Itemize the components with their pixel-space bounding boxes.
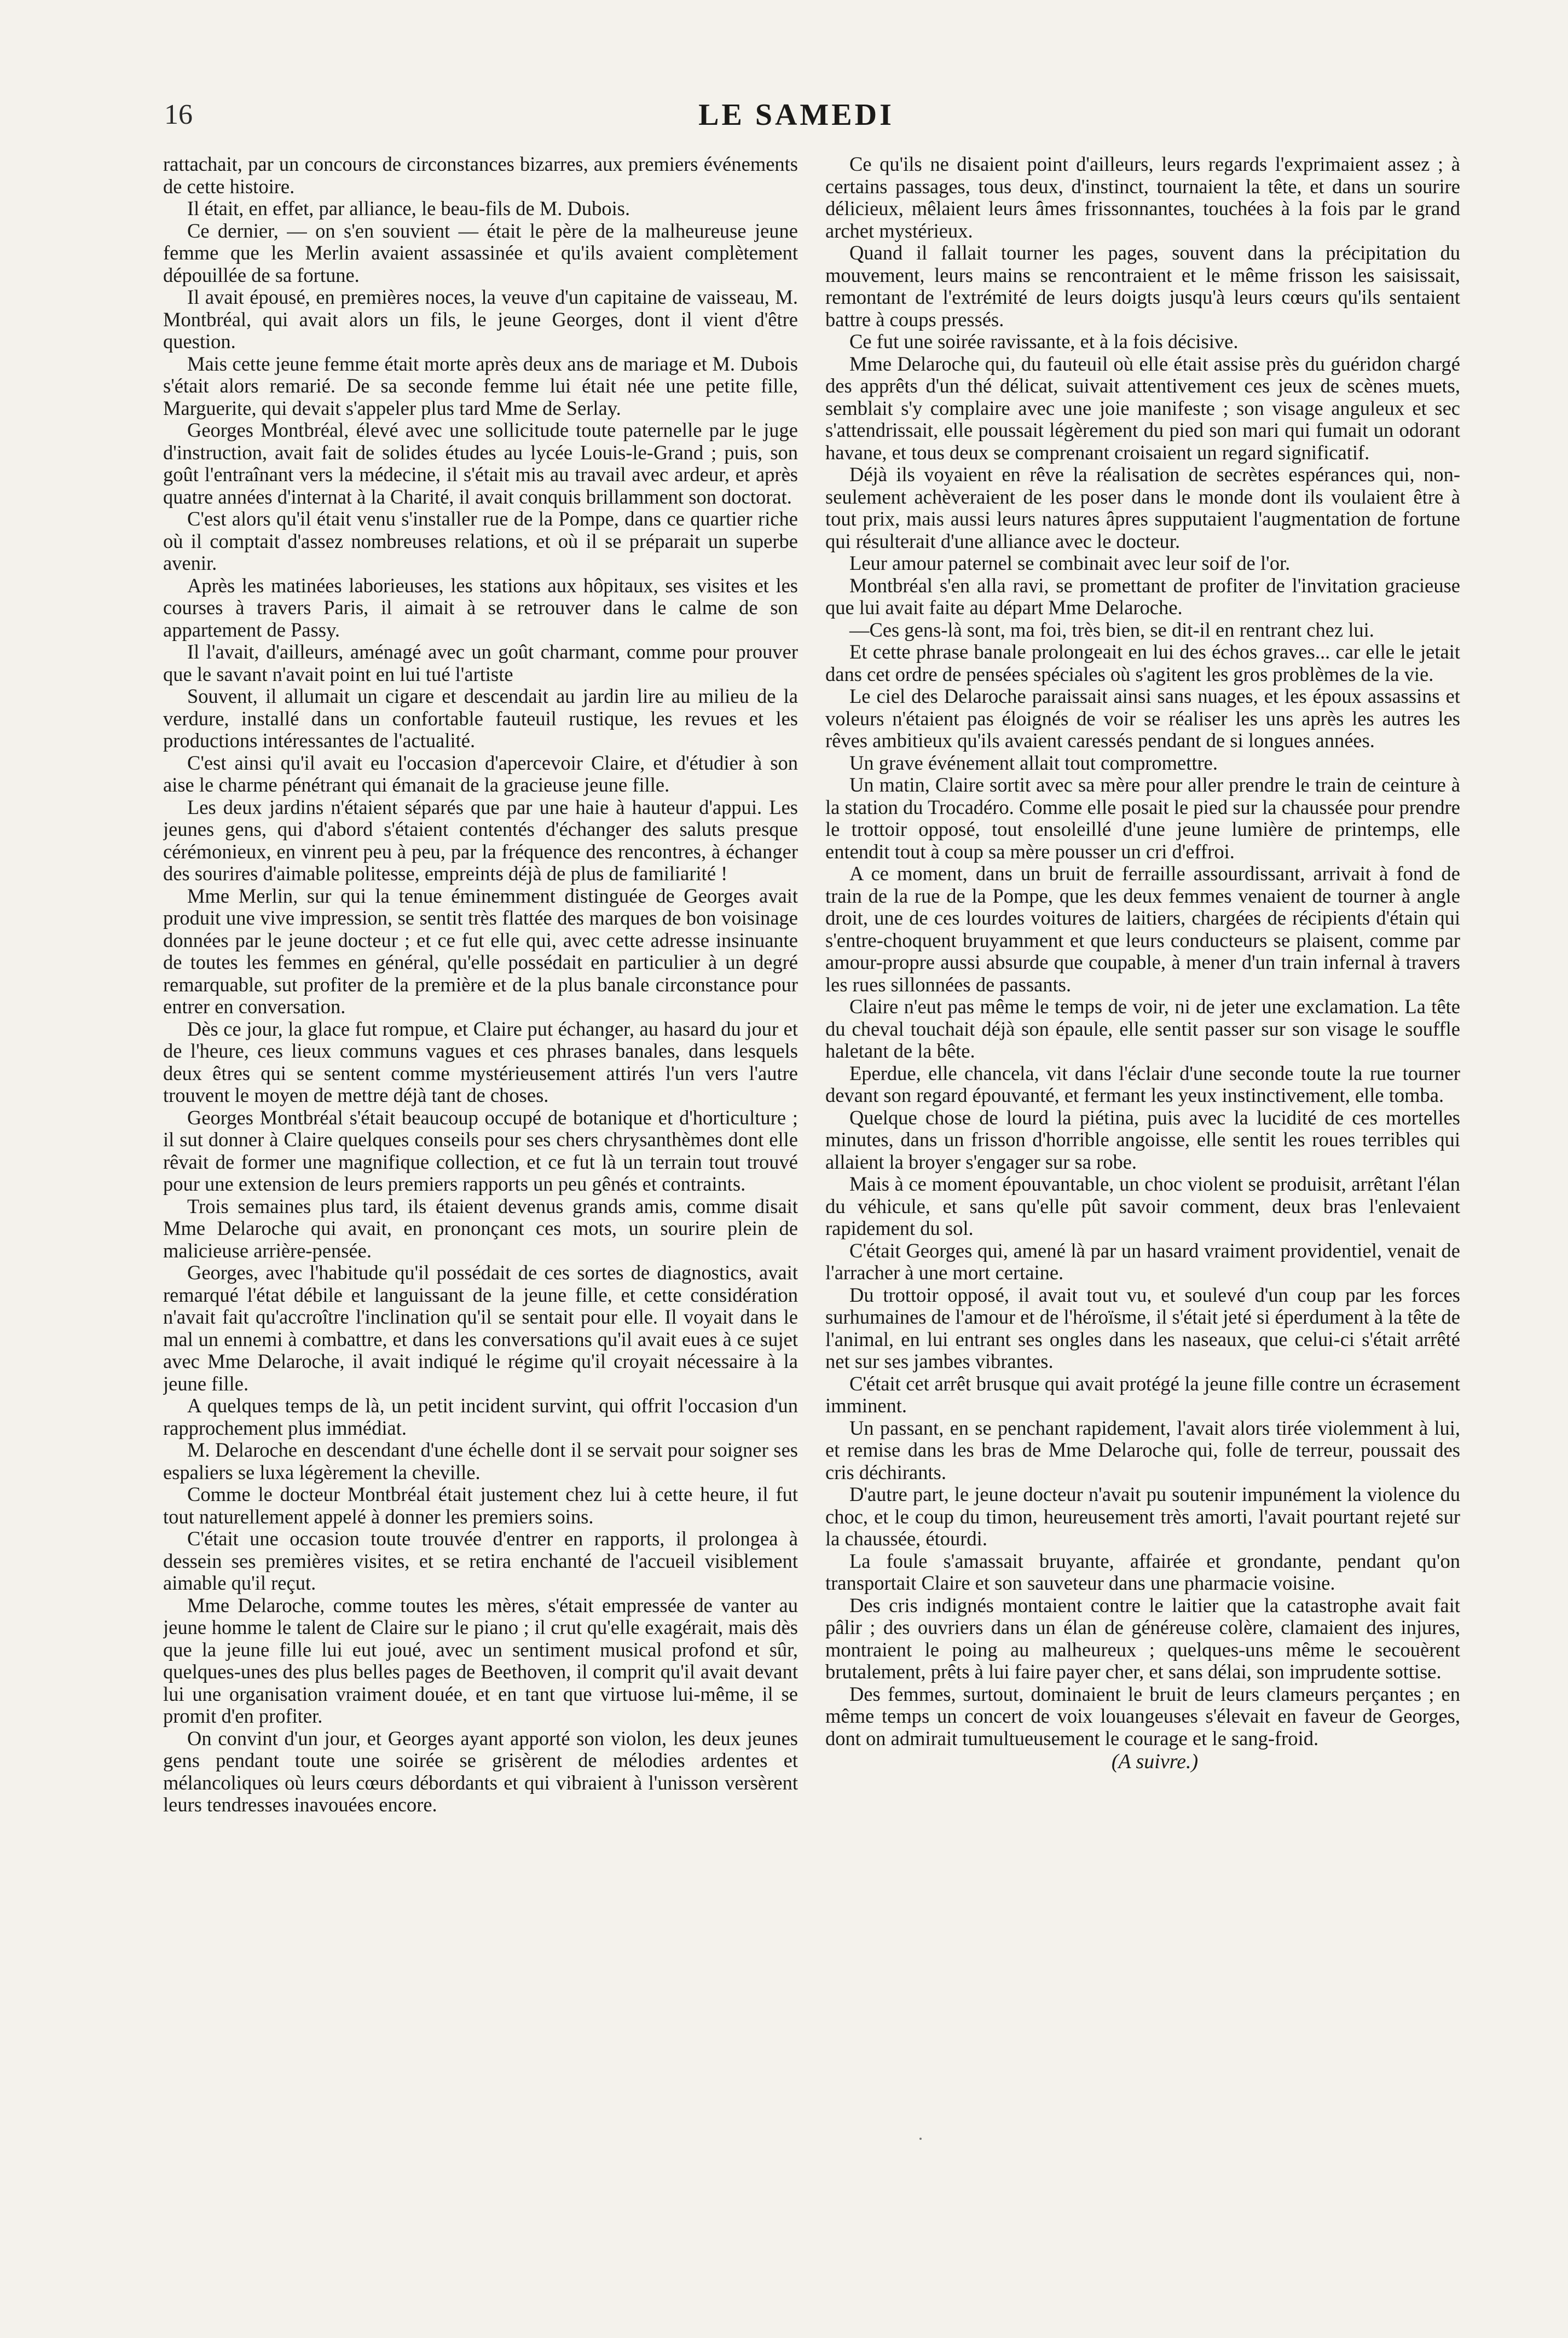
paragraph: Il avait épousé, en premières noces, la veuve d'un capitaine de vaisseau, M. Montbréal, qui avait alors un fils, le jeune Georges, dont il vient d'être question. [163,286,798,353]
paragraph: Il l'avait, d'ailleurs, aménagé avec un goût charmant, comme pour prouver que le savant n'avait point en lui tué l'artiste [163,640,798,685]
paragraph: Montbréal s'en alla ravi, se promettant de profiter de l'invitation gracieuse que lui avait faite au départ Mme Delaroche. [825,574,1460,619]
paragraph: Un passant, en se penchant rapidement, l'avait alors tirée violemment à lui, et remise dans les bras de Mme Delaroche qui, folle de terreur, poussait des cris déchirants. [825,1416,1460,1483]
paragraph: Ce fut une soirée ravissante, et à la fois décisive. [849,330,1239,353]
paragraph: C'était Georges qui, amené là par un hasard vraiment providentiel, venait de l'arracher à une mort certaine. [825,1239,1460,1284]
paragraph: On convint d'un jour, et Georges ayant apporté son violon, les deux jeunes gens pendant toute une soirée se grisèrent de mélodies ardentes et mélancoliques où leurs cœurs débordants et qui vibraient à l'unisson versèrent leurs tendresses inavouées encore. [163,1727,798,1816]
paragraph: Ce dernier, — on s'en souvient — était le père de la malheureuse jeune femme que les Merlin avaient assassinée et qu'ils avaient complètement dépouillée de sa fortune. [163,219,798,286]
paragraph: Trois semaines plus tard, ils étaient devenus grands amis, comme disait Mme Delaroche qui avait, en prononçant ces mots, un sourire plein de malicieuse arrière-pensée. [163,1194,798,1262]
paragraph: Mme Delaroche, comme toutes les mères, s'était empressée de vanter au jeune homme le talent de Claire sur le piano ; il crut qu'elle exagérait, mais dès que la jeune fille lui eut joué, avec un sentiment musical profond et sûr, quelques-unes des plus belles pages de Beethoven, il comprit qu'il avait devant lui une organisation vraiment douée, et en tant que virtuose lui-même, il se promit d'en profiter. [163,1594,798,1727]
paragraph: Des femmes, surtout, dominaient le bruit de leurs clameurs perçantes ; en même temps un concert de voix louangeuses s'élevait en faveur de Georges, dont on admirait tumultueusement le courage et le sang-froid. [825,1682,1460,1750]
paragraph: Un grave événement allait tout compromettre. [849,751,1218,774]
paragraph: Le ciel des Delaroche paraissait ainsi sans nuages, et les époux assassins et voleurs n'étaient pas éloignés de voir se réaliser les uns après les autres les rêves ambitieux qu'ils avaient caressés pendant de si longues années. [825,685,1460,752]
paragraph: Et cette phrase banale prolongeait en lui des échos graves... car elle le jetait dans cet ordre de pensées spéciales où s'agitent les gros problèmes de la vie. [825,640,1460,685]
paragraph: C'est alors qu'il était venu s'installer rue de la Pompe, dans ce quartier riche où il comptait d'assez nombreuses relations, et où il se préparait un superbe avenir. [163,507,798,574]
print-speck [919,2138,922,2140]
page-header [164,96,1428,134]
paragraph: C'était une occasion toute trouvée d'entrer en rapports, il prolongea à dessein ses premières visites, et se retira enchanté de l'accueil visiblement aimable qu'il reçut. [163,1527,798,1594]
paragraph: Comme le docteur Montbréal était justement chez lui à cette heure, il fut tout naturellement appelé à donner les premiers soins. [163,1483,798,1528]
paragraph: Mais cette jeune femme était morte après deux ans de mariage et M. Dubois s'était alors remarié. De sa seconde femme lui était née une petite fille, Marguerite, qui devait s'appeler plus tard Mme de Serlay. [163,352,798,419]
paragraph: Quelque chose de lourd la piétina, puis avec la lucidité de ces mortelles minutes, dans un frisson d'horrible angoisse, elle sentit les roues terribles qui allaient la broyer s'engager sur sa robe. [825,1106,1460,1173]
paragraph: Mais à ce moment épouvantable, un choc violent se produisit, arrêtant l'élan du véhicule, et sans qu'elle pût savoir comment, deux bras l'enlevaient rapidement du sol. [825,1173,1460,1239]
paragraph: Un matin, Claire sortit avec sa mère pour aller prendre le train de ceinture à la station du Trocadéro. Comme elle posait le pied sur la chaussée pour prendre le trottoir opposé, tout ensoleillé d'une jeune lumière de printemps, elle entendit tout à coup sa mère pousser un cri d'effroi. [825,773,1460,863]
paragraph: Dès ce jour, la glace fut rompue, et Claire put échanger, au hasard du jour et de l'heure, ces lieux communs vagues et ces phrases banales, dans lesquels deux êtres qui se sentent comme mystérieusement attirés l'un vers l'autre trouvent le moyen de mettre déjà tant de choses. [163,1017,798,1106]
paragraph: La foule s'amassait bruyante, affairée et grondante, pendant qu'on transportait Claire et son sauveteur dans une pharmacie voisine. [825,1549,1460,1594]
paragraph: Des cris indignés montaient contre le laitier que la catastrophe avait fait pâlir ; des ouvriers dans un élan de généreuse colère, clamaient des injures, montraient le poing au malheureux ; quelques-uns même le secouèrent brutalement, prêts à lui faire payer cher, et sans délai, son imprudente sottise. [825,1594,1460,1683]
paragraph: Claire n'eut pas même le temps de voir, ni de jeter une exclamation. La tête du cheval touchait déjà son épaule, elle sentit passer sur son visage le souffle haletant de la bête. [825,995,1460,1062]
paragraph: Ce qu'ils ne disaient point d'ailleurs, leurs regards l'exprimaient assez ; à certains passages, tous deux, d'instinct, tournaient la tête, et dans un sourire délicieux, mêlaient leurs âmes frissonnantes, touchées à la fois par le grand archet mystérieux. [825,153,1460,242]
paragraph: Quand il fallait tourner les pages, souvent dans la précipitation du mouvement, leurs mains se rencontraient et le même frisson les saisissait, remontant de l'extrémité de leurs doigts jusqu'à leurs cœurs qu'ils sentaient battre à coups pressés. [825,241,1460,331]
paragraph: —Ces gens-là sont, ma foi, très bien, se dit-il en rentrant chez lui. [849,618,1374,641]
paragraph: Mme Merlin, sur qui la tenue éminemment distinguée de Georges avait produit une vive impression, se sentit très flattée des marques de bon voisinage données par le jeune docteur ; et ce fut elle qui, avec cette adresse insinuante de toutes les femmes en général, qu'elle possédait en particulier à un degré remarquable, sut profiter de la première et de la plus banale circonstance pour entrer en conversation. [163,884,798,1018]
left-column [163,153,798,2190]
right-column [825,153,1460,2190]
paragraph: Après les matinées laborieuses, les stations aux hôpitaux, ses visites et les courses à travers Paris, il aimait à se retrouver dans le calme de son appartement de Passy. [163,574,798,641]
journal-title: LE SAMEDI [698,98,894,132]
to-be-continued: (A suivre.) [1111,1750,1199,1773]
paragraph: M. Delaroche en descendant d'une échelle dont il se servait pour soigner ses espaliers se luxa légèrement la cheville. [163,1439,798,1483]
paragraph: Les deux jardins n'étaient séparés que par une haie à hauteur d'appui. Les jeunes gens, qui d'abord s'étaient contentés d'échanger des saluts presque cérémonieux, en vinrent peu à peu, par la fréquence des rencontres, à échanger des sourires d'aimable politesse, empreints déjà de plus de familiarité ! [163,795,798,885]
paragraph: A ce moment, dans un bruit de ferraille assourdissant, arrivait à fond de train de la rue de la Pompe, que les deux femmes venaient de tourner à angle droit, une de ces lourdes voitures de laitiers, chargées de récipients d'étain qui s'entre-choquent bruyamment et que leurs conducteurs se plaisent, comme par amour-propre aussi absurde que coupable, à mener d'un train infernal à travers les rues sillonnées de passants. [825,862,1460,996]
paragraph: rattachait, par un concours de circonstances bizarres, aux premiers événements de cette histoire. [163,153,798,198]
paragraph: Souvent, il allumait un cigare et descendait au jardin lire au milieu de la verdure, installé dans un confortable fauteuil rustique, les revues et les productions intéressantes de l'actualité. [163,685,798,752]
paragraph: Il était, en effet, par alliance, le beau-fils de M. Dubois. [187,197,630,220]
paragraph: A quelques temps de là, un petit incident survint, qui offrit l'occasion d'un rapprochement plus immédiat. [163,1394,798,1439]
paragraph: Georges Montbréal, élevé avec une sollicitude toute paternelle par le juge d'instruction, avait fait de solides études au lycée Louis-le-Grand ; puis, son goût l'entraînant vers la médecine, il s'était mis au travail avec ardeur, et après quatre années d'internat à la Charité, il avait conquis brillamment son doctorat. [163,419,798,508]
page-number: 16 [164,99,193,130]
paragraph: Déjà ils voyaient en rêve la réalisation de secrètes espérances qui, non-seulement achèveraient de les poser dans le monde dont ils voulaient être à tout prix, mais aussi leurs natures âpres supputaient l'augmentation de fortune qui résulterait d'une alliance avec le docteur. [825,463,1460,552]
paragraph: Du trottoir opposé, il avait tout vu, et soulevé d'un coup par les forces surhumaines de l'amour et de l'héroïsme, il s'était jeté si éperdument à la tête de l'animal, en lui entrant ses ongles dans les naseaux, que celui-ci s'était arrêté net sur ses jambes vibrantes. [825,1283,1460,1372]
paragraph: Georges, avec l'habitude qu'il possédait de ces sortes de diagnostics, avait remarqué l'état débile et languissant de la jeune fille, et cette considération n'avait fait qu'accroître l'inclination qu'il se sentait pour elle. Il voyait dans le mal un ennemi à combattre, et dans les conversations qu'il avait eues à ce sujet avec Mme Delaroche, il avait indiqué le régime qu'il croyait nécessaire à la jeune fille. [163,1261,798,1395]
paragraph: C'est ainsi qu'il avait eu l'occasion d'apercevoir Claire, et d'étudier à son aise le charme pénétrant qui émanait de la gracieuse jeune fille. [163,751,798,796]
paragraph: D'autre part, le jeune docteur n'avait pu soutenir impunément la violence du choc, et le coup du timon, heureusement très amorti, l'avait pourtant rejeté sur la chaussée, étourdi. [825,1483,1460,1550]
paragraph: Leur amour paternel se combinait avec leur soif de l'or. [849,552,1291,574]
paragraph: Mme Delaroche qui, du fauteuil où elle était assise près du guéridon chargé des apprêts d'un thé délicat, suivait attentivement ces jeux de scènes muets, semblait s'y complaire avec une joie manifeste ; son visage anguleux et sec s'attendrissait, elle poussait légèrement du pied son mari qui fumait un odorant havane, et tous deux se comprenant croisaient un regard significatif. [825,352,1460,464]
paragraph: Georges Montbréal s'était beaucoup occupé de botanique et d'horticulture ; il sut donner à Claire quelques conseils pour ses chers chrysanthèmes dont elle rêvait de former une magnifique collection, et ce fut là un terrain tout trouvé pour une extension de leurs premiers rapports un peu gênés et contraints. [163,1106,798,1195]
paragraph: C'était cet arrêt brusque qui avait protégé la jeune fille contre un écrasement imminent. [825,1372,1460,1417]
paragraph: Eperdue, elle chancela, vit dans l'éclair d'une seconde toute la rue tourner devant son regard épouvanté, et fermant les yeux instinctivement, elle tomba. [825,1061,1460,1106]
